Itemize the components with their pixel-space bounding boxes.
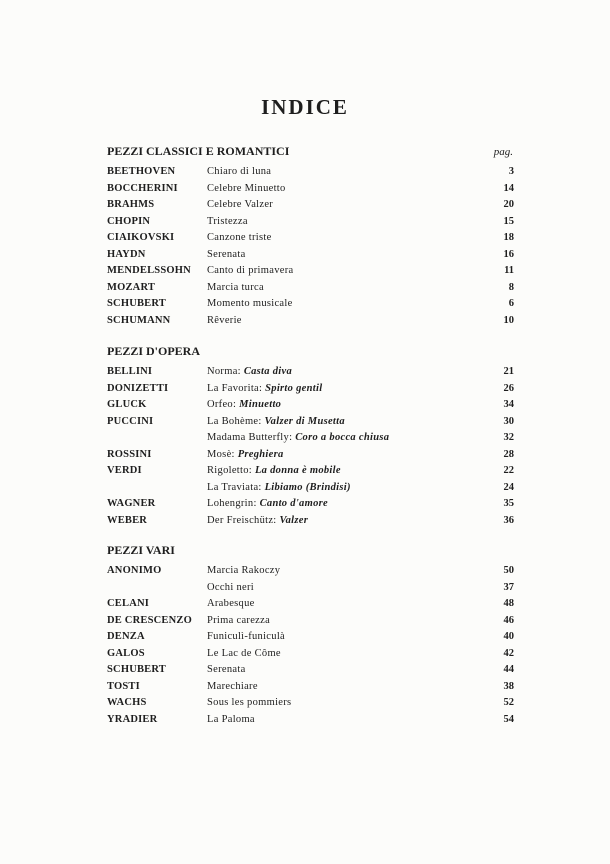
piece-title-text: Rigoletto:	[207, 465, 255, 476]
composer: VERDI	[107, 465, 142, 476]
page-number: 42	[503, 647, 514, 659]
page-number: 8	[508, 281, 514, 293]
piece-title	[207, 630, 285, 644]
piece-subtitle: Spirto gentil	[265, 382, 323, 394]
index-entry	[107, 614, 517, 631]
page-number: 16	[503, 248, 514, 260]
page-number: 28	[503, 448, 514, 460]
piece-title-text: Marechiare	[207, 680, 258, 692]
piece-subtitle: Preghiera	[237, 448, 284, 460]
page-number: 44	[503, 664, 514, 675]
piece-title-text: Arabesque	[207, 598, 255, 609]
composer: GALOS	[107, 647, 145, 659]
piece-title	[207, 248, 246, 262]
section-heading	[107, 543, 517, 564]
piece-subtitle: Valzer di Musetta	[264, 415, 345, 427]
piece-title	[207, 365, 292, 379]
piece-title-text: Lohengrin:	[207, 498, 260, 509]
section-heading-text: PEZZI CLASSICI E ROMANTICI	[107, 144, 290, 158]
page-number: 21	[503, 366, 514, 377]
index-entry	[107, 514, 517, 531]
piece-title-text: Occhi neri	[207, 581, 255, 593]
piece-title	[207, 581, 254, 595]
page-number: 48	[503, 598, 514, 609]
page-number: 30	[503, 415, 514, 427]
index-entry	[107, 597, 517, 614]
piece-title-text: La Favorita:	[207, 382, 266, 394]
composer: SCHUBERT	[107, 664, 166, 675]
piece-title-text: Momento musicale	[207, 298, 293, 309]
index-entry	[107, 581, 517, 598]
index-entry	[107, 647, 517, 664]
piece-title	[207, 215, 248, 229]
index-entry	[107, 297, 517, 314]
composer: BRAHMS	[107, 199, 155, 210]
piece-title	[207, 614, 270, 628]
page-number: 40	[503, 631, 514, 642]
composer: SCHUMANN	[107, 314, 171, 326]
piece-title-text: Serenata	[207, 664, 246, 675]
piece-title	[207, 464, 341, 478]
composer: CHOPIN	[107, 215, 151, 227]
composer: YRADIER	[107, 713, 158, 725]
composer: DE CRESCENZO	[107, 614, 192, 626]
index-entry	[107, 696, 517, 713]
index-entry	[107, 663, 517, 680]
page-number: 46	[503, 614, 514, 626]
index-entry	[107, 448, 517, 465]
composer: GLUCK	[107, 399, 147, 410]
piece-title-text: Rêverie	[207, 314, 242, 326]
piece-subtitle: Coro a bocca chiusa	[295, 432, 390, 443]
index-entry	[107, 497, 517, 514]
page-number: 20	[503, 199, 514, 210]
section-heading	[107, 144, 517, 165]
section-vari	[107, 543, 517, 729]
composer: ROSSINI	[107, 448, 152, 460]
piece-title	[207, 281, 264, 295]
composer: CIAIKOVSKI	[107, 232, 175, 243]
composer: ANONIMO	[107, 565, 162, 576]
page-number: 26	[503, 382, 514, 394]
piece-title	[207, 696, 291, 710]
page-column-label: pag.	[493, 146, 513, 158]
page-number: 3	[508, 166, 514, 177]
piece-title-text: Le Lac de Côme	[207, 647, 281, 659]
piece-title	[207, 182, 286, 196]
section-heading-text: PEZZI VARI	[107, 543, 175, 557]
page-number: 15	[503, 215, 514, 227]
composer: MOZART	[107, 281, 156, 293]
piece-subtitle: Minuetto	[239, 399, 282, 410]
composer: HAYDN	[107, 248, 146, 260]
composer: DENZA	[107, 631, 145, 642]
piece-title-text: Der Freischütz:	[207, 514, 280, 526]
piece-title	[207, 713, 255, 727]
index-entry	[107, 182, 517, 199]
page-number: 38	[503, 680, 514, 692]
composer: BELLINI	[107, 366, 153, 377]
piece-title	[207, 314, 242, 328]
page-number: 18	[503, 232, 514, 243]
piece-title	[207, 680, 258, 694]
index-entry	[107, 398, 517, 415]
section-heading	[107, 344, 517, 365]
piece-title-text: Mosè:	[207, 448, 238, 460]
page-number: 32	[503, 432, 514, 443]
index-entry	[107, 431, 517, 448]
page-number: 11	[504, 265, 514, 276]
index-entry	[107, 713, 517, 730]
piece-title	[207, 382, 322, 396]
composer: MENDELSSOHN	[107, 265, 191, 276]
index-entry	[107, 382, 517, 399]
piece-title	[207, 264, 293, 278]
index-entry	[107, 264, 517, 281]
composer: SCHUBERT	[107, 298, 166, 309]
piece-subtitle: Libiamo (Brindisi)	[264, 481, 351, 493]
piece-title	[207, 448, 284, 462]
piece-title-text: Marcia turca	[207, 281, 264, 293]
piece-title-text: Canto di primavera	[207, 265, 294, 276]
piece-title	[207, 663, 246, 677]
piece-title	[207, 431, 389, 445]
page-number: 54	[503, 713, 514, 725]
piece-title-text: Tristezza	[207, 215, 248, 227]
page-number: 6	[508, 298, 514, 309]
index-entry	[107, 464, 517, 481]
piece-title-text: Funiculì-funiculà	[207, 631, 285, 642]
page-number: 24	[503, 481, 514, 493]
piece-title-text: La Paloma	[207, 713, 255, 725]
piece-title	[207, 564, 280, 578]
page-number: 22	[503, 465, 514, 476]
piece-title-text: La Traviata:	[207, 481, 265, 493]
composer: BOCCHERINI	[107, 182, 178, 194]
section-opera	[107, 344, 517, 530]
piece-title-text: Prima carezza	[207, 614, 271, 626]
piece-title-text: Celebre Valzer	[207, 199, 274, 210]
composer: CELANI	[107, 598, 150, 609]
page-title: INDICE	[261, 95, 349, 119]
piece-title-text: Sous les pommiers	[207, 697, 292, 708]
piece-subtitle: Valzer	[279, 514, 309, 526]
piece-title-text: Marcia Rakoczy	[207, 565, 281, 576]
piece-subtitle: Casta diva	[243, 366, 293, 377]
section-classici	[107, 144, 517, 330]
section-heading-text: PEZZI D'OPERA	[107, 344, 201, 358]
composer: BEETHOVEN	[107, 166, 176, 177]
page-number: 10	[503, 314, 514, 326]
index-entry	[107, 564, 517, 581]
piece-title-text: Serenata	[207, 248, 246, 260]
page-number: 36	[503, 514, 514, 526]
piece-title	[207, 398, 281, 412]
index-entry	[107, 198, 517, 215]
page-number: 50	[503, 565, 514, 576]
piece-title	[207, 597, 255, 611]
composer: PUCCINI	[107, 415, 154, 427]
index-entry	[107, 630, 517, 647]
piece-title	[207, 198, 273, 212]
piece-title-text: Norma:	[207, 366, 244, 377]
piece-title	[207, 231, 272, 245]
composer: WACHS	[107, 697, 147, 708]
piece-title	[207, 297, 293, 311]
index-entry	[107, 365, 517, 382]
piece-title	[207, 497, 328, 511]
index-entry	[107, 314, 517, 331]
piece-title-text: Canzone triste	[207, 232, 272, 243]
piece-title-text: Celebre Minuetto	[207, 182, 286, 194]
composer: WAGNER	[107, 498, 156, 509]
piece-title	[207, 514, 308, 528]
piece-title-text: Orfeo:	[207, 399, 240, 410]
page-number: 14	[503, 182, 514, 194]
page-number: 34	[503, 399, 514, 410]
page-number: 35	[503, 498, 514, 509]
index-entry	[107, 248, 517, 265]
piece-title-text: Madama Butterfly:	[207, 432, 296, 443]
piece-title-text: Chiaro di luna	[207, 166, 272, 177]
piece-title	[207, 647, 281, 661]
piece-title	[207, 165, 271, 179]
index-entry	[107, 680, 517, 697]
index-entry	[107, 415, 517, 432]
piece-subtitle: La donna è mobile	[254, 465, 341, 476]
piece-subtitle: Canto d'amore	[259, 498, 328, 509]
composer: WEBER	[107, 514, 148, 526]
piece-title-text: La Bohème:	[207, 415, 265, 427]
index-entry	[107, 215, 517, 232]
page-number: 37	[503, 581, 514, 593]
composer: DONIZETTI	[107, 382, 169, 394]
index-entry	[107, 481, 517, 498]
index-entry	[107, 231, 517, 248]
index-entry	[107, 165, 517, 182]
page-number: 52	[503, 697, 514, 708]
piece-title	[207, 415, 345, 429]
piece-title	[207, 481, 351, 495]
composer: TOSTI	[107, 680, 140, 692]
index-entry	[107, 281, 517, 298]
